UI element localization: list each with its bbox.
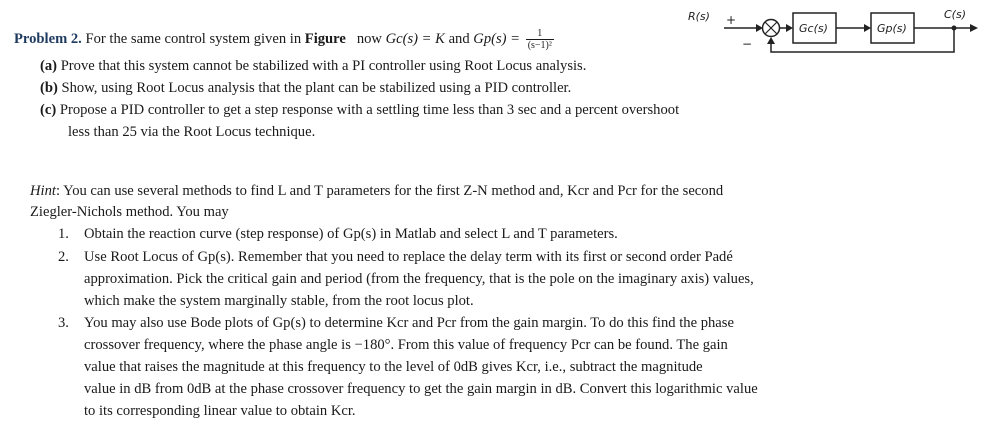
input-label: R(s) [688, 10, 710, 23]
hint-line-2 [30, 203, 229, 221]
item-c-text-line1: Propose a PID controller to get a step response with a settling time less than 3 sec and a percent overshoot [59, 102, 680, 118]
step-2-line-3 [84, 292, 474, 310]
step-2 [58, 248, 69, 266]
now-word: now [356, 30, 382, 47]
step-3-text-5: to its corresponding linear value to obtain Kcr. [84, 403, 356, 419]
hint-lead: Hint [30, 183, 56, 199]
gp-arrowhead [864, 24, 871, 32]
item-b-label: (b) [40, 80, 58, 96]
step-1 [58, 225, 69, 243]
step-3-text-3: value that raises the magnitude at this frequency to the level of 0dB gives Kcr, i.e., subtract the magnitude [84, 359, 703, 375]
item-a-text: Prove that this system cannot be stabilized with a PI controller using Root Locus analysis. [60, 58, 587, 74]
step-3-line-3 [84, 358, 703, 376]
figure-word: Figure [304, 30, 346, 47]
gp-definition: Gp(s) = [473, 30, 521, 47]
gc-arrowhead [786, 24, 793, 32]
item-b [40, 79, 571, 97]
output-label: C(s) [944, 8, 966, 21]
step-1-number: 1. [58, 226, 69, 242]
gc-block-label: Gc(s) [799, 22, 828, 35]
item-c-label: (c) [40, 102, 57, 118]
hint-text-1: : You can use several methods to find L and T parameters for the first Z-N method and, Kcr and Pcr for the second [55, 183, 724, 199]
plus-sign: + [726, 13, 737, 27]
step-2-line-1 [84, 248, 733, 266]
item-b-text: Show, using Root Locus analysis that the plant can be stabilized using a PID controller. [61, 80, 572, 96]
output-arrowhead [970, 24, 978, 32]
step-3-line-1 [84, 314, 734, 332]
step-3-line-4 [84, 380, 758, 398]
problem-intro: For the same control system given in [85, 30, 302, 47]
step-2-text-1: Use Root Locus of Gp(s). Remember that you need to replace the delay term with its first or second order Padé [84, 249, 733, 265]
gp-fraction [526, 28, 554, 51]
step-2-line-2 [84, 270, 754, 288]
step-1-text-1: Obtain the reaction curve (step response) of Gp(s) in Matlab and select L and T parameters. [84, 226, 618, 242]
item-c-text-line2: less than 25 via the Root Locus technique. [68, 124, 316, 140]
step-2-text-3: which make the system marginally stable, from the root locus plot. [84, 293, 474, 309]
step-3-text-2: crossover frequency, where the phase angle is −180°. From this value of frequency Pcr can be found. The gain [84, 337, 728, 353]
and-word: and [448, 30, 470, 47]
step-3-text-1: You may also use Bode plots of Gp(s) to determine Kcr and Pcr from the gain margin. To do this find the phase [84, 315, 734, 331]
step-2-text-2: approximation. Pick the critical gain and period (from the frequency, that is the pole on the imaginary axis) values, [84, 271, 754, 287]
hint-text-2: Ziegler-Nichols method. You may [30, 204, 229, 220]
step-3-line-5 [84, 402, 356, 420]
gc-definition: Gc(s) = K [385, 30, 445, 47]
hint-line-1 [30, 182, 723, 200]
item-a [40, 57, 586, 75]
item-c-continued [68, 123, 315, 141]
feedback-arrowhead [767, 37, 775, 44]
step-2-number: 2. [58, 249, 69, 265]
step-3 [58, 314, 69, 332]
block-diagram [686, 2, 986, 62]
step-3-number: 3. [58, 315, 69, 331]
problem-label: Problem 2. [14, 30, 82, 47]
step-1-line-1 [84, 225, 618, 243]
item-c [40, 101, 679, 119]
item-a-label: (a) [40, 58, 58, 74]
gp-fraction-numerator: 1 [526, 28, 554, 40]
minus-sign: − [742, 37, 753, 51]
problem-header [14, 28, 556, 51]
step-3-line-2 [84, 336, 728, 354]
step-3-text-4: value in dB from 0dB at the phase crossover frequency to get the gain margin in dB. Convert this logarithmic value [84, 381, 758, 397]
gp-block-label: Gp(s) [877, 22, 907, 35]
gp-fraction-denominator: (s−1)² [527, 40, 552, 51]
